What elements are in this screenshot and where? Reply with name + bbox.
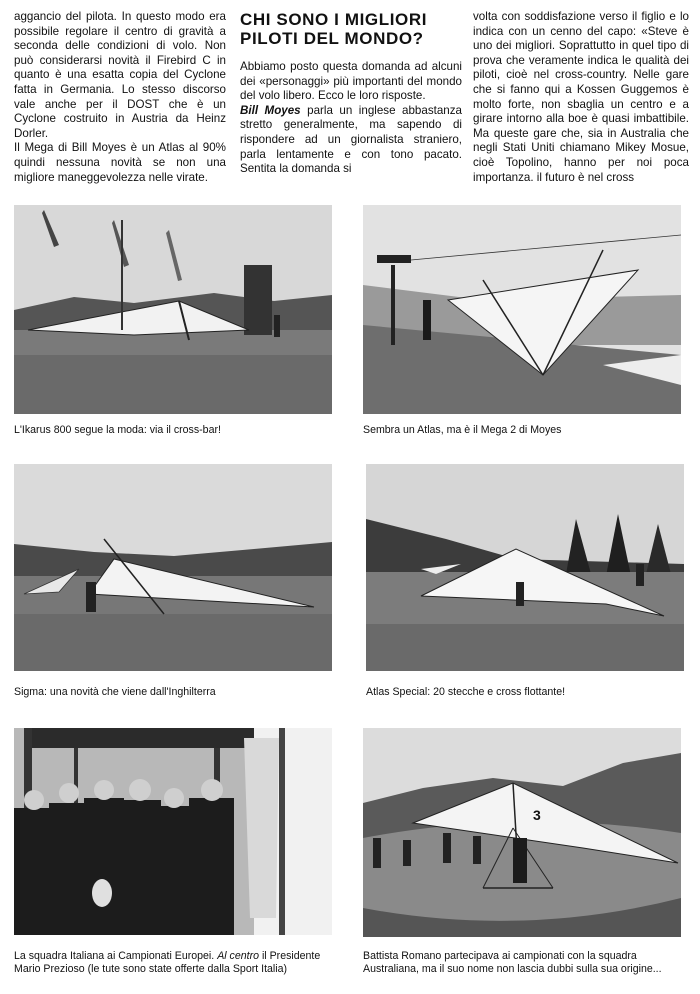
photo-italian-team [14,728,332,935]
article-paragraph: volta con soddisfazione verso il figlio e lo indica con un cenno del capo: «Steve è uno dei migliori. Soprattutto in quel tipo di prova che veramente indica le qualità dei piloti, cioè nel cross-country. Nelle gare che si fanno qui a Kossen Guggemos è molto forte, non sbaglia un centro e a girare intorno alla boe è quasi imbattibile. Ma queste gare che, sia in Australia che negli Stati Uniti chiamano Mikey Mosue, cioè Topolino, hanno per noi poca importanza. il futuro è nel cross [473,10,689,184]
photo-caption: La squadra Italiana ai Campionati Europei. Al centro il Presidente Mario Prezioso (le tute sono state offerte dalla Sport Italia) [14,950,321,975]
article-column-1 [14,10,226,185]
photo-caption: Sigma: una novità che viene dall'Inghilterra [14,686,216,698]
photo-battista-romano [363,728,681,937]
article-column-2 [240,10,462,177]
interviewee-name: Bill Moyes [240,103,301,117]
article-headline: CHI SONO I MIGLIORI PILOTI DEL MONDO? [240,10,428,48]
article-column-3 [473,10,689,185]
photo-caption: Atlas Special: 20 stecche e cross flottante! [366,686,566,698]
photo-ikarus-800 [14,205,332,414]
article-paragraph: Il Mega di Bill Moyes è un Atlas al 90% quindi nessuna novità se non una migliore maneggevolezza nelle virate. [14,141,226,184]
article-paragraph: aggancio del pilota. In questo modo era possibile regolare il centro di gravità a seconda delle condizioni di volo. Non può considerarsi novità il Firebird C in quanto è una esatta copia del Cyclone fatta in Germania. Lo stesso discorso vale anche per il DOST che è un Cyclone costruito in Austria da Heinz Dorler. [14,10,226,140]
photo-mega-2 [363,205,681,414]
article-paragraph [240,104,462,177]
glider-number: 3 [533,807,541,823]
photo-caption: Sembra un Atlas, ma è il Mega 2 di Moyes [363,424,562,436]
article-paragraph: Abbiamo posto questa domanda ad alcuni dei «personaggi» più importanti del mondo del volo libero. Ecco le loro risposte. [240,60,462,103]
photo-caption: L'Ikarus 800 segue la moda: via il cross-bar! [14,424,221,436]
photo-atlas-special [366,464,684,671]
photo-caption: Battista Romano partecipava ai campionati con la squadra Australiana, ma il suo nome non lascia dubbi sulla sua origine... [363,950,662,975]
article-text: parla un inglese abbastanza stretto generalmente, ma sapendo di rispondere ad un giornalista straniero, parla lentamente e con tono pacato. Sentita la domanda si [240,103,462,176]
photo-sigma [14,464,332,671]
